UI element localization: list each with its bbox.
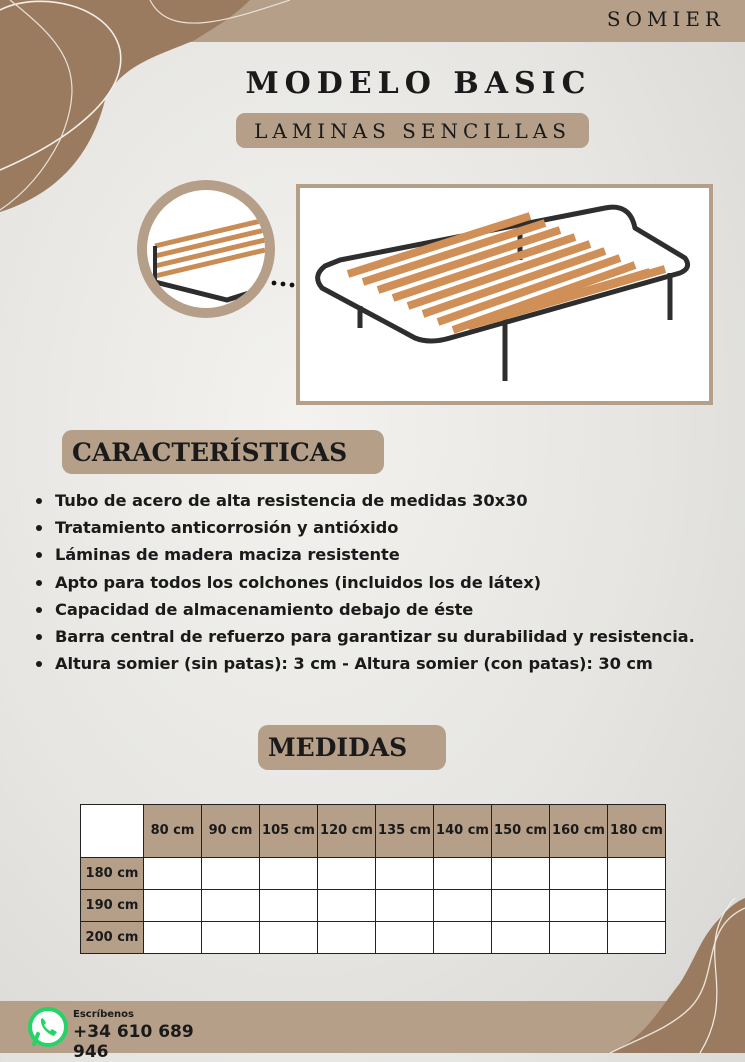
bullet-icon [36,525,42,531]
feature-text: Apto para todos los colchones (incluidos los de látex) [55,572,541,592]
column-header: 90 cm [202,805,260,858]
list-item [36,487,695,514]
feature-text: Tubo de acero de alta resistencia de medidas 30x30 [55,491,528,510]
list-item [36,569,695,596]
table-cell [318,890,376,922]
characteristics-heading-badge [62,430,384,474]
feature-text: Capacidad de almacenamiento debajo de éste [55,599,474,619]
row-header: 200 cm [81,922,144,954]
column-header: 160 cm [550,805,608,858]
contact-phone[interactable]: +34 610 689 946 [73,1022,194,1062]
table-header-row [81,805,666,858]
list-item [36,623,695,650]
decorative-swirl-top-left [0,0,290,220]
table-cell [492,858,550,890]
table-cell [260,858,318,890]
contact-block[interactable] [27,1005,227,1062]
characteristics-list [36,487,695,677]
bullet-icon [36,552,42,558]
feature-text: Tratamiento anticorrosión y antióxido [55,518,399,538]
table-cell [260,922,318,954]
table-cell [318,922,376,954]
contact-label: Escríbenos [73,1009,134,1020]
measures-heading: MEDIDAS [268,733,408,762]
table-cell [434,858,492,890]
table-cell [202,858,260,890]
table-cell [492,922,550,954]
table-corner-cell [81,805,144,858]
table-cell [376,922,434,954]
feature-text: Láminas de madera maciza resistente [55,545,400,565]
table-cell [318,858,376,890]
table-cell [144,890,202,922]
table-cell [202,890,260,922]
column-header: 120 cm [318,805,376,858]
measures-heading-badge [258,725,446,770]
column-header: 105 cm [260,805,318,858]
product-photo [300,188,709,401]
characteristics-heading: CARACTERÍSTICAS [72,437,348,467]
feature-text: Altura somier (sin patas): 3 cm - Altura somier (con patas): 30 cm [55,654,653,674]
product-title: MODELO BASIC [245,66,592,101]
table-cell [260,890,318,922]
table-cell [608,858,666,890]
list-item [36,596,695,623]
bullet-icon [36,580,42,586]
list-item [36,650,695,677]
list-item [36,541,695,568]
table-cell [202,922,260,954]
table-cell [376,890,434,922]
detail-zoom-circle [137,180,275,318]
detail-zoom-image [147,190,265,308]
list-item [36,514,695,541]
table-row [81,858,666,890]
table-cell [144,858,202,890]
table-cell [492,890,550,922]
bullet-icon [36,498,42,504]
table-cell [144,922,202,954]
feature-text: Barra central de refuerzo para garantizar su durabilidad y resistencia. [55,627,695,647]
column-header: 140 cm [434,805,492,858]
table-cell [376,858,434,890]
bullet-icon [36,661,42,667]
row-header: 190 cm [81,890,144,922]
product-subtitle: LAMINAS SENCILLAS [254,118,571,143]
table-cell [434,890,492,922]
decorative-swirl-bottom-right [570,898,745,1053]
whatsapp-icon[interactable] [27,1006,69,1048]
product-photo-frame [296,184,713,405]
column-header: 150 cm [492,805,550,858]
column-header: 80 cm [144,805,202,858]
table-cell [434,922,492,954]
column-header: 180 cm [608,805,666,858]
bullet-icon [36,607,42,613]
subtitle-badge [236,113,589,148]
brand-label: SOMIER [606,7,725,31]
table-cell [550,858,608,890]
column-header: 135 cm [376,805,434,858]
bullet-icon [36,634,42,640]
row-header: 180 cm [81,858,144,890]
